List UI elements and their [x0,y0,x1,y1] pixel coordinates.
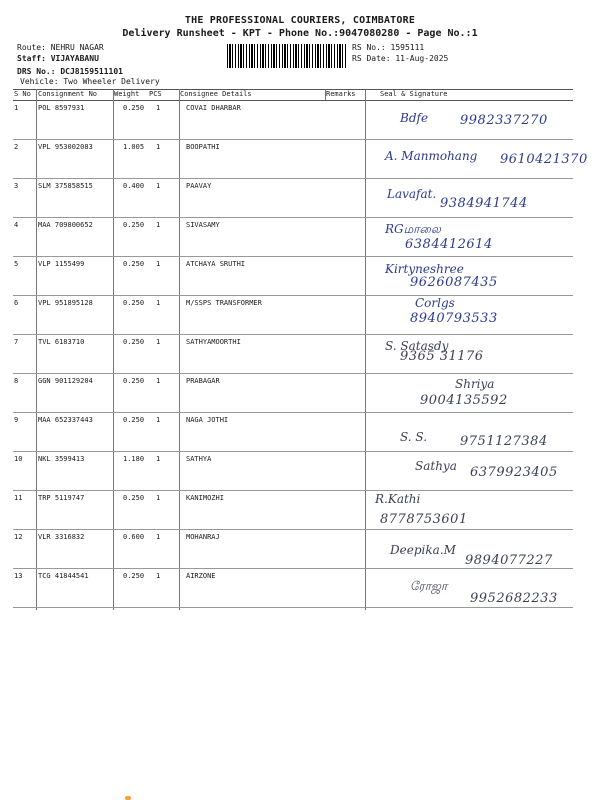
cell-pcs: 1 [156,143,161,151]
rs-date: RS Date: 11-Aug-2025 [352,54,449,63]
signature-phone: 9952682233 [470,591,558,606]
cell-weight: 0.250 [123,572,145,580]
signature-phone: 9384941744 [440,196,528,211]
signature-name: A. Manmohang [385,149,478,163]
signature-name: Bdfe [400,111,429,125]
signature-phone: 6379923405 [470,465,558,480]
route-label: Route: NEHRU NAGAR [17,43,104,52]
cell-sno: 11 [14,494,23,502]
cell-consignee: BOOPATHI [186,143,220,151]
col-header-consignee: Consignee Details [180,90,252,98]
cell-pcs: 1 [156,221,161,229]
col-header-consignment: Consignment No [38,90,98,98]
cell-consignee: PAAVAY [186,182,212,190]
cell-consignee: COVAI DHARBAR [186,104,241,112]
table-row [13,490,573,529]
cell-sno: 10 [14,455,23,463]
signature-name: ரோஜா [410,579,448,593]
cell-sno: 13 [14,572,23,580]
cell-sno: 3 [14,182,19,190]
cell-consignment-no: TRP 5119747 [38,494,85,502]
cell-consignee: ATCHAYA SRUTHI [186,260,246,268]
cell-consignment-no: TCG 41844541 [38,572,89,580]
barcode [227,44,347,68]
cell-consignee: KANIMOZHI [186,494,224,502]
cell-consignment-no: VPL 951895128 [38,299,93,307]
cell-weight: 0.250 [123,104,145,112]
signature-name: Lavafat. [387,187,437,201]
staff-label: Staff: VIJAYABANU [17,54,99,63]
signature-name: R.Kathi [375,492,421,506]
cell-pcs: 1 [156,572,161,580]
cell-sno: 1 [14,104,19,112]
cell-weight: 0.250 [123,260,145,268]
col-header-weight: Weight [114,90,140,98]
cell-sno: 9 [14,416,19,424]
signature-name: S. Satasdy [385,339,449,353]
signature-phone: 8778753601 [380,512,468,527]
table-row [13,139,573,178]
signature-name: S. S. [400,430,428,444]
cell-consignee: AIRZONE [186,572,216,580]
signature-name: Sathya [415,459,457,473]
signature-phone: 9365 31176 [400,349,484,364]
cell-pcs: 1 [156,494,161,502]
cell-consignment-no: MAA 709800652 [38,221,93,229]
table-row [13,334,573,373]
signature-phone: 9004135592 [420,393,508,408]
cell-consignment-no: VPL 953002083 [38,143,93,151]
cell-sno: 7 [14,338,19,346]
cell-consignee: SATHYA [186,455,212,463]
cell-pcs: 1 [156,299,161,307]
signature-name: Corlgs [415,296,455,310]
cell-pcs: 1 [156,377,161,385]
cell-weight: 0.400 [123,182,145,190]
signature-name: Deepika.M [390,543,456,557]
cell-consignment-no: MAA 652337443 [38,416,93,424]
cell-sno: 12 [14,533,23,541]
signature-phone: 9894077227 [465,553,553,568]
runsheet-subtitle: Delivery Runsheet - KPT - Phone No.:9047080280 - Page No.:1 [122,28,478,39]
col-header-pcs: PCS [149,90,162,98]
col-header-signature: Seal & Signature [380,90,448,98]
cell-weight: 0.250 [123,299,145,307]
cell-consignee: NAGA JOTHI [186,416,229,424]
cell-consignee: M/SSPS TRANSFORMER [186,299,262,307]
cell-consignee: PRABAGAR [186,377,220,385]
cell-consignee: MOHANRAJ [186,533,220,541]
cell-pcs: 1 [156,104,161,112]
cell-consignment-no: GGN 901129204 [38,377,93,385]
company-title: THE PROFESSIONAL COURIERS, COIMBATORE [184,15,416,26]
signature-phone: 6384412614 [405,237,493,252]
cell-consignee: SIVASAMY [186,221,220,229]
cell-weight: 0.250 [123,494,145,502]
col-header-sno: S No [14,90,31,98]
signature-phone: 9626087435 [410,275,498,290]
cell-weight: 0.600 [123,533,145,541]
signature-phone: 9610421370 [500,152,588,167]
cell-consignment-no: POL 8597931 [38,104,85,112]
cell-pcs: 1 [156,260,161,268]
cell-consignment-no: NKL 3599413 [38,455,85,463]
cell-pcs: 1 [156,416,161,424]
signature-name: Shriya [455,377,495,391]
cell-weight: 0.250 [123,416,145,424]
cell-pcs: 1 [156,182,161,190]
vehicle-label: Vehicle: Two Wheeler Delivery [20,77,160,86]
signature-name: Kirtyneshree [385,262,464,276]
cell-weight: 0.250 [123,221,145,229]
cell-consignment-no: SLM 375858515 [38,182,93,190]
cell-weight: 0.250 [123,377,145,385]
signature-name: RGமாலை [385,222,441,236]
cell-sno: 8 [14,377,19,385]
cell-sno: 2 [14,143,19,151]
cell-sno: 5 [14,260,19,268]
cell-weight: 1.005 [123,143,145,151]
cell-pcs: 1 [156,455,161,463]
signature-phone: 9982337270 [460,113,548,128]
cell-sno: 4 [14,221,19,229]
cell-consignment-no: VLR 3316832 [38,533,85,541]
ink-mark [125,796,131,800]
rs-number: RS No.: 1595111 [352,43,425,52]
signature-phone: 8940793533 [410,311,498,326]
cell-weight: 0.250 [123,338,145,346]
cell-weight: 1.180 [123,455,145,463]
cell-consignment-no: VLP 1155499 [38,260,85,268]
cell-consignee: SATHYAMOORTHI [186,338,241,346]
drs-number: DRS No.: DCJ8159511101 [17,67,123,76]
signature-phone: 9751127384 [460,434,548,449]
row-divider [13,607,573,608]
col-header-remarks: Remarks [326,90,356,98]
cell-pcs: 1 [156,338,161,346]
cell-sno: 6 [14,299,19,307]
cell-pcs: 1 [156,533,161,541]
cell-consignment-no: TVL 6183710 [38,338,85,346]
